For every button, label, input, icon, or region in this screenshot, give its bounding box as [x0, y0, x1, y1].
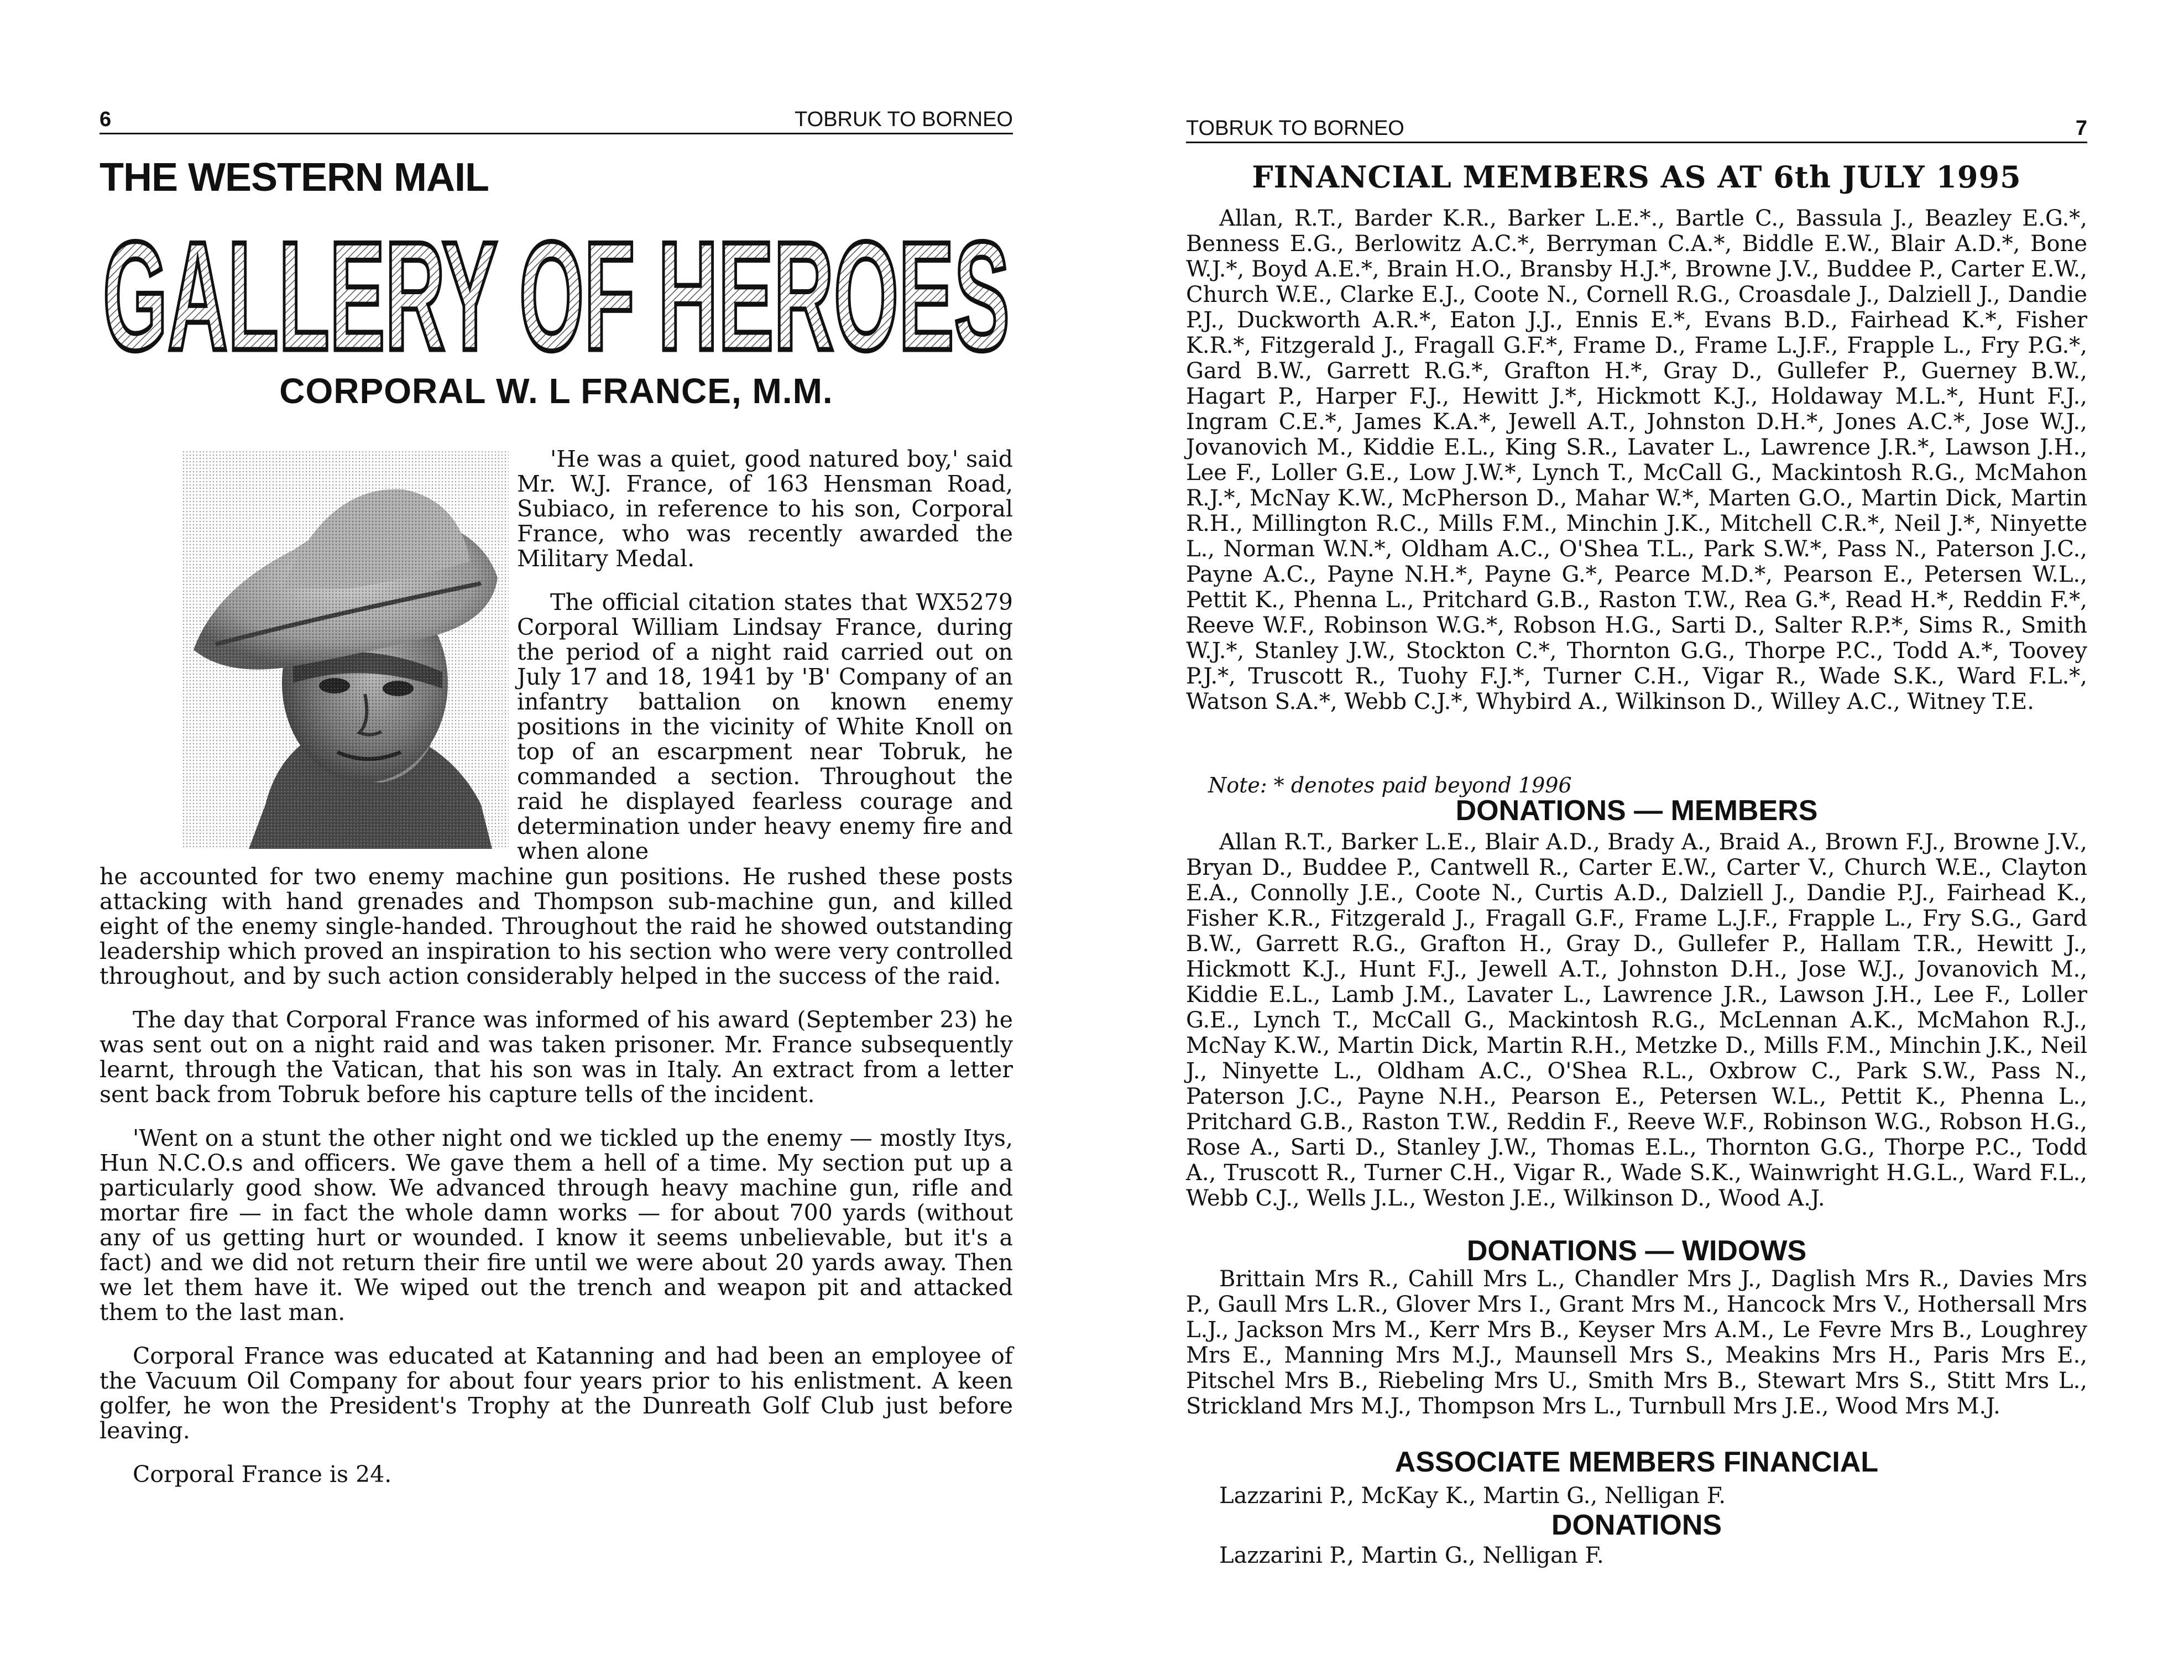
payment-note: Note: * denotes paid beyond 1996 — [1208, 773, 1572, 797]
associate-members-title: ASSOCIATE MEMBERS FINANCIAL — [1394, 1446, 1879, 1478]
lead-paragraph-1: 'He was a quiet, good natured boy,' said Mr. W.J. France, of 163 Hensman Road, Subiaco, in reference to his son, Corporal France, who was recently awarded the Military Medal. — [517, 446, 1013, 572]
citation-continued: he accounted for two enemy machine gun positions. He rushed these posts attacking with hand grenades and Thompson sub-machine gun, and killed eight of the enemy single-handed. Throughout the raid he showed outstanding leadership which proved an inspiration to his section who were very controlled throughout, and by such action considerably helped in the success of the raid. — [100, 863, 1013, 989]
article-lead — [517, 447, 1013, 883]
gallery-title-text: GALLERY OF HEROES — [103, 227, 1010, 365]
body-paragraph-4: Corporal France is 24. — [133, 1461, 392, 1488]
associate-donations-list — [1186, 1543, 2087, 1568]
right-running-title: TOBRUK TO BORNEO — [1186, 117, 1404, 140]
left-running-title: TOBRUK TO BORNEO — [795, 108, 1013, 131]
associate-donations-text: Lazzarini P., Martin G., Nelligan F. — [1219, 1543, 1604, 1568]
body-paragraph-2: 'Went on a stunt the other night ond we tickled up the enemy — mostly Itys, Hun N.C.O.s and officers. We gave them a hell of a time. My section put up a particularly good show. We advanced through heavy machine gun, rifle and mortar fire — in fact the whole damn works — for about 700 yards (without any of us getting hurt or wounded. I know it seems unbelievable, but it's a fact) and we did not return their fire until we were about 20 yards away. Then we let them have it. We wiped out the trench and weapon pit and attacked them to the last man. — [100, 1125, 1013, 1326]
financial-members-title: FINANCIAL MEMBERS AS AT 6th JULY 1995 — [1252, 159, 2021, 195]
donations-members-text: Allan R.T., Barker L.E., Blair A.D., Brady A., Braid A., Brown F.J., Browne J.V., Bryan D., Buddee P., Cantwell R., Carter E.W., Carter V., Church W.E., Clayton E.A., Connolly J.E., Coote N., Curtis A.D., Dalziell J., Dandie P.J., Fairhead K., Fisher K.R., Fitzgerald J., Fragall G.F., Frame L.J.F., Frapple L., Fry S.G., Gard B.W., Garrett R.G., Grafton H., Gray D., Gullefer P., Hallam T.R., Hewitt J., Hickmott K.J., Hunt F.J., Jewell A.T., Johnston D.H., Jose W.J., Jovanovich M., Kiddie E.L., Lamb J.M., Lavater L., Lawrence J.R., Lawson J.H., Lee F., Loller G.E., Lynch T., McCall G., Mackintosh R.G., McLennan A.K., McMahon R.J., McNay K.W., Martin Dick, Martin R.H., Metzke D., Mills F.M., Minchin J.K., Neil J., Ninyette L., Oldham A.C., O'Shea R.L., Oxbrow C., Park S.W., Pass N., Paterson J.C., Payne N.H., Pearson E., Petersen W.L., Pettit K., Phenna L., Pritchard G.B., Raston T.W., Reddin F., Reeve W.F., Robinson W.G., Robson H.G., Rose A., Sarti D., Stanley J.W., Thomas E.L., Thornton G.G., Thorpe P.C., Todd A., Truscott R., Turner C.H., Vigar R., Wade S.K., Wainwright H.G.L., Ward F.L., Webb C.J., Wells J.L., Weston J.E., Wilkinson D., Wood A.J. — [1186, 829, 2087, 1211]
donations-members-title: DONATIONS — MEMBERS — [1455, 795, 1818, 827]
right-page-number: 7 — [2075, 117, 2087, 140]
body-paragraph-3: Corporal France was educated at Katanning and had been an employee of the Vacuum Oil Company for about four years prior to his enlistment. A keen golfer, he won the President's Trophy at the Dunreath Golf Club just before leaving. — [100, 1343, 1013, 1444]
gallery-title — [97, 227, 1015, 365]
article-body — [100, 864, 1013, 1506]
associate-donations-title: DONATIONS — [1551, 1509, 1722, 1541]
donations-widows-list — [1186, 1266, 2087, 1419]
body-paragraph-1: The day that Corporal France was informed of his award (September 23) he was sent out on a night raid and was taken prisoner. Mr. France subsequently learnt, through the Vatican, that his son was in Italy. An extract from a letter sent back from Tobruk before his capture tells of the incident. — [100, 1006, 1013, 1108]
right-page — [1092, 0, 2184, 1680]
portrait-photo — [182, 451, 509, 849]
associate-members-list — [1186, 1483, 2087, 1509]
left-running-head — [100, 106, 1013, 134]
donations-widows-text: Brittain Mrs R., Cahill Mrs L., Chandler Mrs J., Daglish Mrs R., Davies Mrs P., Gaull Mrs L.R., Glover Mrs I., Grant Mrs M., Hancock Mrs V., Hothersall Mrs L.J., Jackson Mrs M., Kerr Mrs B., Keyser Mrs A.M., Le Fevre Mrs B., Loughrey Mrs E., Manning Mrs M.J., Maunsell Mrs S., Meakins Mrs H., Paris Mrs E., Pitschel Mrs B., Riebeling Mrs U., Smith Mrs B., Stewart Mrs S., Stitt Mrs L., Strickland Mrs M.J., Thompson Mrs L., Turnbull Mrs J.E., Wood Mrs M.J. — [1186, 1266, 2087, 1419]
financial-members-list — [1186, 206, 2087, 714]
lead-paragraph-2: The official citation states that WX5279 Corporal William Lindsay France, during the period of a night raid carried out on July 17 and 18, 1941 by 'B' Company of an infantry battalion on known enemy positions in the vicinity of White Knoll on top of an escarpment near Tobruk, he commanded a section. Throughout the raid he displayed fearless courage and determination under heavy enemy fire and when alone — [517, 589, 1013, 864]
donations-members-list — [1186, 829, 2087, 1211]
donations-widows-title: DONATIONS — WIDOWS — [1466, 1235, 1807, 1267]
associate-members-text: Lazzarini P., McKay K., Martin G., Nelligan F. — [1219, 1483, 1726, 1509]
left-page-number: 6 — [100, 108, 112, 131]
right-running-head — [1186, 115, 2087, 143]
article-subhead: CORPORAL W. L FRANCE, M.M. — [279, 371, 833, 411]
financial-members-text: Allan, R.T., Barder K.R., Barker L.E.*., Bartle C., Bassula J., Beazley E.G.*, Benness E.G., Berlowitz A.C.*, Berryman C.A.*, Biddle E.W., Blair A.D.*, Bone W.J.*, Boyd A.E.*, Brain H.O., Bransby H.J.*, Browne J.V., Buddee P., Carter E.W., Church W.E., Clarke E.J., Coote N., Cornell R.G., Croasdale J., Dalziell J., Dandie P.J., Duckworth A.R.*, Eaton J.J., Ennis E.*, Evans B.D., Fairhead K.*, Fisher K.R.*, Fitzgerald J., Fragall G.F.*, Frame D., Frame L.J.F., Frapple L., Fry P.G.*, Gard B.W., Garrett R.G.*, Grafton H.*, Gray D., Gullefer P., Guerney B.W., Hagart P., Harper F.J., Hewitt J.*, Hickmott K.J., Holdaway M.L.*, Hunt F.J., Ingram C.E.*, James K.A.*, Jewell A.T., Johnston D.H.*, Jones A.C.*, Jose W.J., Jovanovich M., Kiddie E.L., King S.R., Lavater L., Lawrence J.R.*, Lawson J.H., Lee F., Loller G.E., Low J.W.*, Lynch T., McCall G., Mackintosh R.G., McMahon R.J.*, McNay K.W., McPherson D., Mahar W.*, Marten G.O., Martin Dick, Martin R.H., Millington R.C., Mills F.M., Minchin J.K., Mitchell C.R.*, Neil J.*, Ninyette L., Norman W.N.*, Oldham A.C., O'Shea T.L., Park S.W.*, Pass N., Paterson J.C., Payne A.C., Payne N.H.*, Payne G.*, Pearce M.D.*, Pearson E., Petersen W.L., Pettit K., Phenna L., Pritchard G.B., Raston T.W., Rea G.*, Read H.*, Reddin F.*, Reeve W.F., Robinson W.G.*, Robson H.G., Sarti D., Salter R.P.*, Sims R., Smith W.J.*, Stanley J.W., Stockton C.*, Thornton G.G., Thorpe P.C., Todd A.*, Toovey P.J.*, Truscott R., Tuohy F.J.*, Turner C.H., Vigar R., Wade S.K., Ward F.L.*, Watson S.A.*, Webb C.J.*, Whybird A., Wilkinson D., Willey A.C., Witney T.E. — [1186, 206, 2087, 714]
masthead: THE WESTERN MAIL — [100, 155, 489, 200]
